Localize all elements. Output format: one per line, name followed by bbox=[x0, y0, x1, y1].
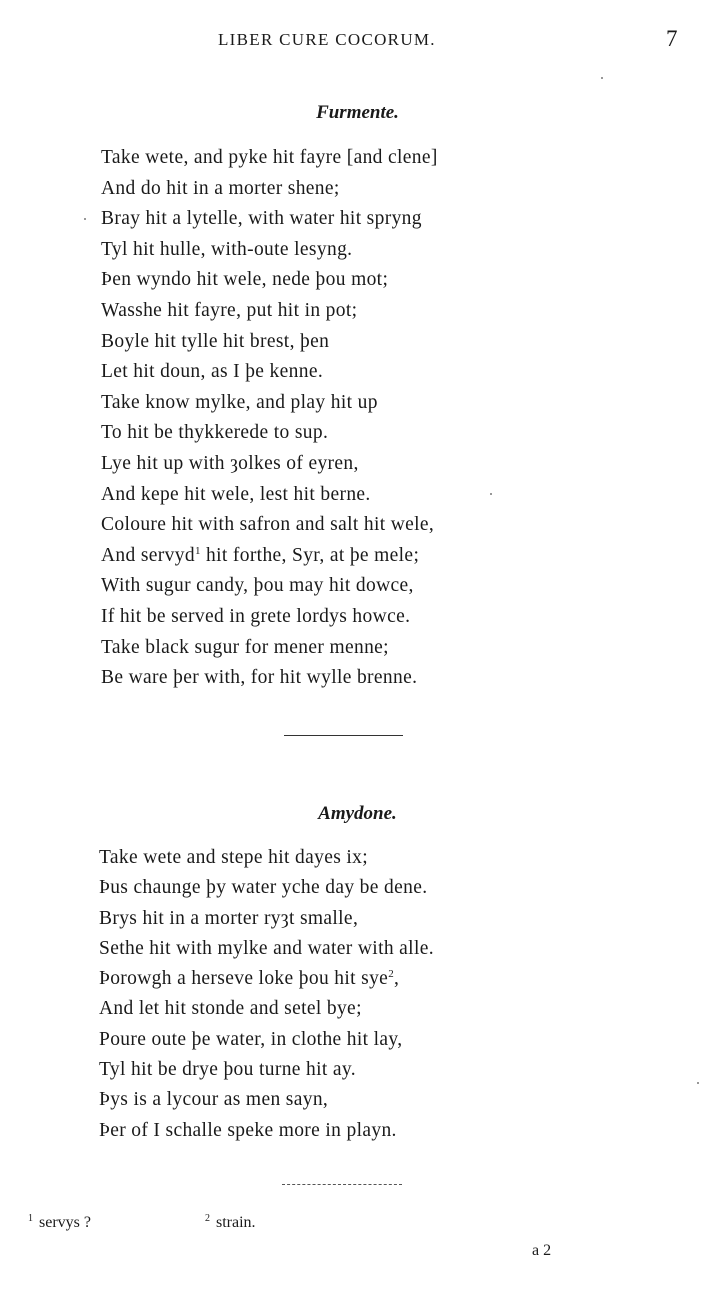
verse-line: Þus chaunge þy water yche day be dene. bbox=[99, 877, 428, 899]
verse-line: And do hit in a morter shene; bbox=[101, 177, 340, 199]
verse-line: And let hit stonde and setel bye; bbox=[99, 998, 362, 1020]
print-speck bbox=[601, 77, 603, 79]
verse-line: If hit be served in grete lordys howce. bbox=[101, 605, 411, 627]
verse-line: Þen wyndo hit wele, nede þou mot; bbox=[101, 269, 389, 291]
page-number: 7 bbox=[666, 26, 678, 51]
verse-line: Þys is a lycour as men sayn, bbox=[99, 1089, 329, 1111]
verse-line: And kepe hit wele, lest hit berne. bbox=[101, 483, 371, 505]
verse-line: Take wete and stepe hit dayes ix; bbox=[99, 847, 369, 868]
verse-line: Boyle hit tylle hit brest, þen bbox=[101, 330, 330, 352]
verse-line: To hit be thykkerede to sup. bbox=[101, 422, 329, 444]
verse-line: Let hit doun, as I þe kenne. bbox=[101, 361, 324, 383]
footnote-ref-1: 1 bbox=[194, 544, 201, 557]
verse-line: Take black sugur for mener menne; bbox=[101, 636, 389, 658]
verse-line: Coloure hit with safron and salt hit wele, bbox=[101, 514, 435, 536]
verse-line: With sugur candy, þou may hit dowce, bbox=[101, 575, 414, 597]
section-title-furmente: Furmente. bbox=[316, 102, 399, 123]
footnote-text: strain. bbox=[216, 1214, 256, 1231]
verse-line bbox=[99, 964, 434, 994]
verse-line-start: Þorowgh a herseve loke þou hit sye bbox=[99, 968, 389, 990]
footnote-text: servys ? bbox=[39, 1214, 91, 1231]
verse-line bbox=[101, 541, 438, 572]
recipe-verse-amydone bbox=[99, 843, 434, 1146]
recipe-verse-furmente bbox=[101, 143, 438, 694]
verse-line: Wasshe hit fayre, put hit in pot; bbox=[101, 299, 358, 321]
running-title: LIBER CURE COCORUM. bbox=[218, 30, 436, 49]
verse-line: Lye hit up with ȝolkes of eyren, bbox=[101, 452, 359, 474]
verse-line: Be ware þer with, for hit wylle brenne. bbox=[101, 667, 418, 689]
verse-line: Bray hit a lytelle, with water hit spryng bbox=[101, 208, 422, 230]
verse-line: Þer of I schalle speke more in playn. bbox=[99, 1119, 397, 1141]
footnote-ref-2: 2 bbox=[388, 968, 395, 981]
verse-line: Tyl hit be drye þou turne hit ay. bbox=[99, 1059, 356, 1081]
verse-line-end: , bbox=[394, 968, 400, 990]
verse-line: Take wete, and pyke hit fayre [and clene] bbox=[101, 147, 438, 168]
verse-line-start: And servyd bbox=[101, 544, 195, 566]
verse-line-end: hit forthe, Syr, at þe mele; bbox=[200, 544, 420, 566]
verse-line: Sethe hit with mylke and water with alle. bbox=[99, 937, 434, 959]
signature-mark: a 2 bbox=[532, 1242, 552, 1259]
running-head bbox=[0, 26, 715, 54]
section-divider bbox=[284, 735, 403, 736]
footnote-mark: 1 bbox=[28, 1213, 33, 1224]
section-divider bbox=[282, 1184, 402, 1185]
verse-line: Take know mylke, and play hit up bbox=[101, 391, 378, 413]
footnote-1 bbox=[28, 1214, 91, 1232]
section-title-amydone: Amydone. bbox=[318, 803, 397, 824]
footnote-2 bbox=[205, 1214, 256, 1232]
print-speck bbox=[490, 493, 492, 495]
print-speck bbox=[84, 218, 86, 220]
verse-line: Brys hit in a morter ryȝt smalle, bbox=[99, 907, 359, 929]
footnote-mark: 2 bbox=[205, 1213, 210, 1224]
verse-line: Tyl hit hulle, with-oute lesyng. bbox=[101, 238, 353, 260]
print-speck bbox=[697, 1082, 699, 1084]
verse-line: Poure oute þe water, in clothe hit lay, bbox=[99, 1028, 403, 1050]
